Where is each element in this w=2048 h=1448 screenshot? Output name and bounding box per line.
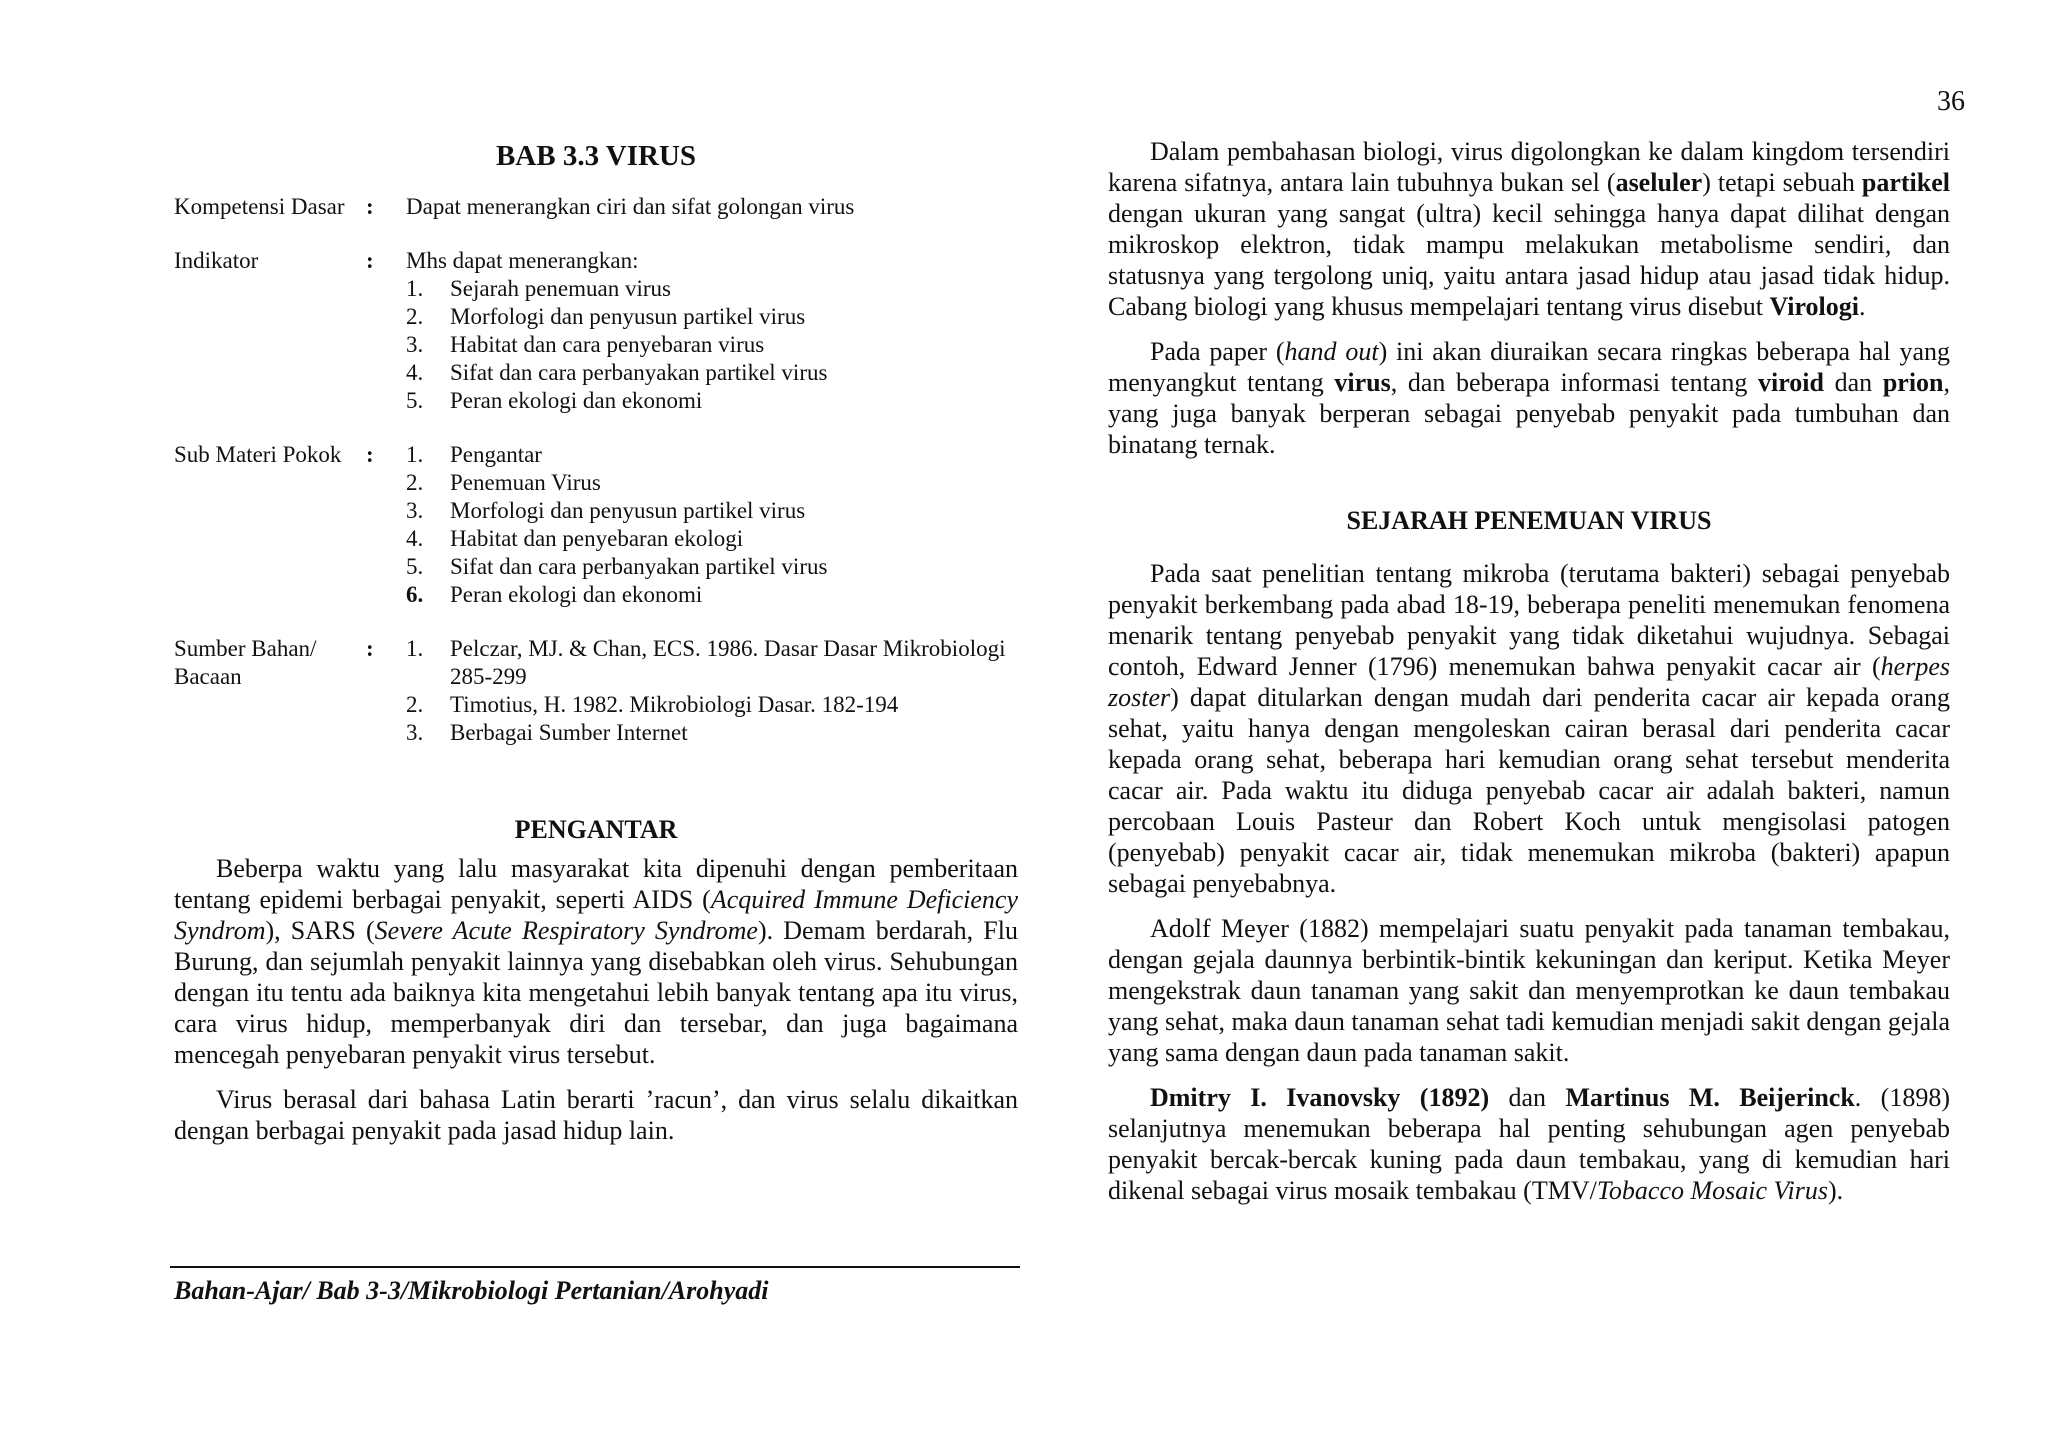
section-heading-sejarah: SEJARAH PENEMUAN VIRUS xyxy=(1346,506,1712,535)
paragraph: Pada saat penelitian tentang mikroba (terutama bakteri) sebagai penyebab penyakit berkembang pada abad 18-19, beberapa peneliti menemukan fenomena menarik tentang penyebab penyakit yang tidak diketahui wujudnya. Sebagai contoh, Edward Jenner (1796) menemukan bahwa penyakit cacar air (herpes zoster) dapat ditularkan dengan mudah dari penderita cacar air kepada orang sehat, yaitu hanya dengan mengoleskan cairan berasal dari penderita cacar kepada orang sehat, beberapa hari kemudian orang sehat tersebut menderita cacar air. Pada waktu itu diduga penyebab cacar air adalah bakteri, namun percobaan Louis Pasteur dan Robert Koch untuk mengisolasi patogen (penyebab) penyakit cacar air, tidak menemukan mikroba (bakteri) apapun sebagai penyebabnya. xyxy=(1108,559,1950,898)
list-item: 4. Sifat dan cara perbanyakan partikel virus xyxy=(406,360,828,385)
list-item: 3. Habitat dan cara penyebaran virus xyxy=(406,332,765,357)
paragraph: Dalam pembahasan biologi, virus digolongkan ke dalam kingdom tersendiri karena sifatnya, antara lain tubuhnya bukan sel (aseluler) tetapi sebuah partikel dengan ukuran yang sangat (ultra) kecil sehingga hanya dapat dilihat dengan mikroskop elektron, tidak mampu melakukan metabolisme sendiri, dan statusnya yang tergolong uniq, yaitu antara jasad hidup atau jasad tidak hidup. Cabang biologi yang khusus mempelajari tentang virus disebut Virologi. xyxy=(1108,137,1950,321)
list-item: 2. Morfologi dan penyusun partikel virus xyxy=(406,304,806,329)
left-column xyxy=(174,136,1018,1160)
list-item: 5. Peran ekologi dan ekonomi xyxy=(406,388,703,413)
list-item: 5. Sifat dan cara perbanyakan partikel virus xyxy=(406,554,828,579)
meta-label: Kompetensi Dasar xyxy=(174,194,345,219)
list-item: 2. Penemuan Virus xyxy=(406,470,601,495)
list-item: 2. Timotius, H. 1982. Mikrobiologi Dasar. 182-194 xyxy=(406,692,899,717)
list-item: 4. Habitat dan penyebaran ekologi xyxy=(406,526,744,551)
section-heading-pengantar: PENGANTAR xyxy=(514,815,678,844)
list-item: 3. Morfologi dan penyusun partikel virus xyxy=(406,498,806,523)
chapter-title: BAB 3.3 VIRUS xyxy=(495,140,697,172)
paragraph: Dmitry I. Ivanovsky (1892) dan Martinus M. Beijerinck. (1898) selanjutnya menemukan beberapa hal penting sehubungan agen penyebab penyakit bercak-bercak kuning pada daun tembakau, yang di kemudian hari dikenal sebagai virus mosaik tembakau (TMV/Tobacco Mosaic Virus). xyxy=(1108,1083,1950,1205)
list-item: 3. Berbagai Sumber Internet xyxy=(406,720,688,745)
page-number: 36 xyxy=(1937,86,1965,117)
meta-kompetensi xyxy=(174,193,1018,221)
meta-intro: Mhs dapat menerangkan: xyxy=(406,248,639,273)
list-item: 1. Sejarah penemuan virus xyxy=(406,276,671,301)
meta-label: Sumber Bahan/ Bacaan xyxy=(174,636,317,689)
list-item: 1. Pelczar, MJ. & Chan, ECS. 1986. Dasar Dasar Mikrobiologi 285-299 xyxy=(406,636,1006,689)
sumber-list xyxy=(406,635,1018,747)
meta-label: Indikator xyxy=(174,248,259,273)
footer-text: Bahan-Ajar/ Bab 3-3/Mikrobiologi Pertanian/Arohyadi xyxy=(174,1276,769,1305)
meta-indikator xyxy=(174,247,1018,415)
meta-colon: : xyxy=(366,248,374,273)
meta-colon: : xyxy=(366,636,374,661)
meta-sumber-bahan xyxy=(174,635,1018,747)
paragraph: Adolf Meyer (1882) mempelajari suatu penyakit pada tanaman tembakau, dengan gejala daunnya berbintik-bintik kekuningan dan keriput. Ketika Meyer mengekstrak daun tanaman yang sakit dan menyemprotkan ke daun tembakau yang sehat, maka daun tanaman sehat tadi kemudian menjadi sakit dengan gejala yang sama dengan daun pada tanaman sakit. xyxy=(1108,914,1950,1067)
sub-materi-list xyxy=(406,441,1018,609)
right-column xyxy=(1108,136,1950,1220)
meta-sub-materi xyxy=(174,441,1018,609)
meta-text: Dapat menerangkan ciri dan sifat golongan virus xyxy=(406,194,855,219)
list-item: 6. Peran ekologi dan ekonomi xyxy=(406,582,703,607)
footer-divider xyxy=(170,1266,1020,1268)
meta-label: Sub Materi Pokok xyxy=(174,442,342,467)
paragraph: Beberpa waktu yang lalu masyarakat kita dipenuhi dengan pemberitaan tentang epidemi berbagai penyakit, seperti AIDS (Acquired Immune Deficiency Syndrom), SARS (Severe Acute Respiratory Syndrome). Demam berdarah, Flu Burung, dan sejumlah penyakit lainnya yang disebabkan oleh virus. Sehubungan dengan itu tentu ada baiknya kita mengetahui lebih banyak tentang apa itu virus, cara virus hidup, memperbanyak diri dan tersebar, dan juga bagaimana mencegah penyebaran penyakit virus tersebut. xyxy=(174,854,1018,1069)
list-item: 1. Pengantar xyxy=(406,442,542,467)
indikator-list xyxy=(406,275,1018,415)
meta-colon: : xyxy=(366,442,374,467)
paragraph: Pada paper (hand out) ini akan diuraikan secara ringkas beberapa hal yang menyangkut tentang virus, dan beberapa informasi tentang viroid dan prion, yang juga banyak berperan sebagai penyebab penyakit pada tumbuhan dan binatang ternak. xyxy=(1108,337,1950,459)
meta-colon: : xyxy=(366,194,374,219)
paragraph: Virus berasal dari bahasa Latin berarti ’racun’, dan virus selalu dikaitkan dengan berbagai penyakit pada jasad hidup lain. xyxy=(174,1085,1018,1145)
